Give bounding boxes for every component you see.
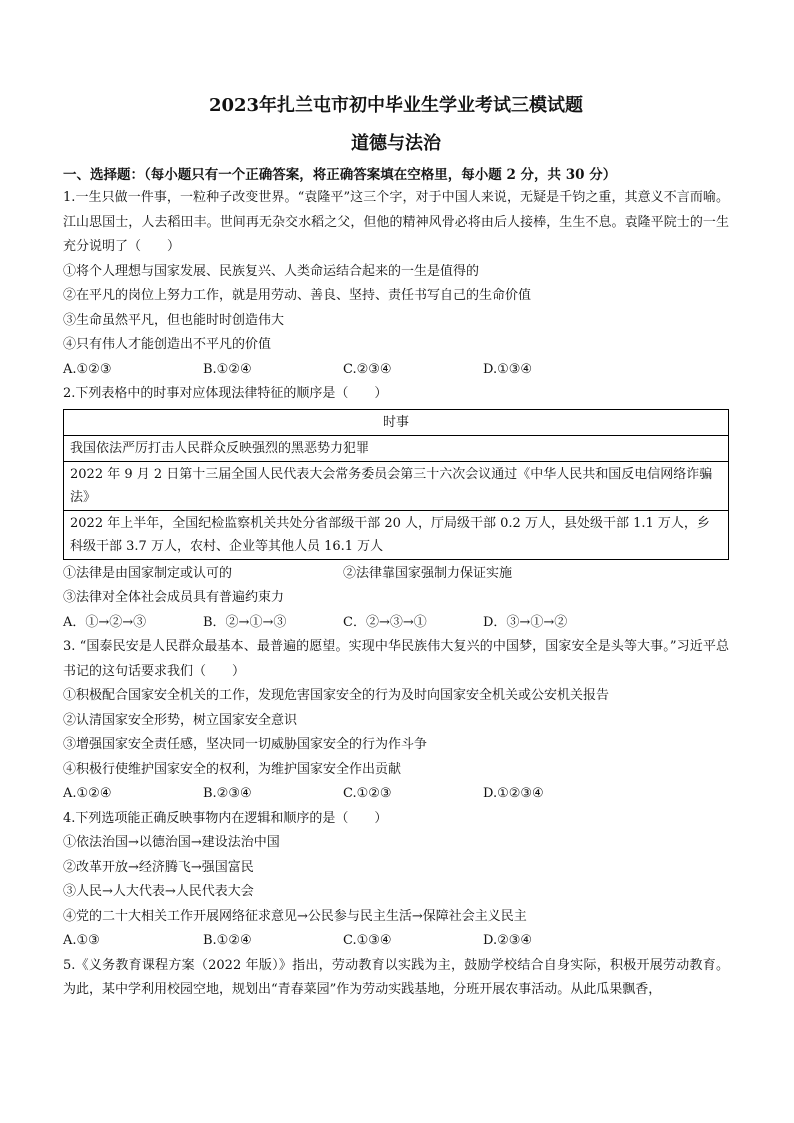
option-b: B．②→①→③: [203, 614, 287, 630]
option-c: C．②→③→①: [343, 614, 427, 630]
option-a: A.①②③: [63, 361, 112, 377]
current-events-table: [63, 409, 729, 560]
question-4-item: ①依法治国→以德治国→建设法治中国: [63, 835, 280, 850]
option-b: B.①②④: [203, 933, 252, 948]
question-3-item: ①积极配合国家安全机关的工作，发现危害国家安全的行为及时向国家安全机关或公安机关报告: [63, 688, 610, 703]
option-a: A．①→②→③: [63, 614, 147, 630]
question-2-item: ①法律是由国家制定或认可的: [63, 565, 233, 581]
question-1-stem: 1.一生只做一件事，一粒种子改变世界。“袁隆平”这三个字，对于中国人来说，无疑是千钧之重，其意义不言而喻。江山思国士，人去稻田丰。世间再无杂交水稻之父，但他的精神风骨必将由后人接棒，生生不息。袁隆平院士的一生充分说明了（ ）: [63, 190, 729, 254]
question-1-item: ④只有伟人才能创造出不平凡的价值: [63, 337, 272, 352]
table-row: 我国依法严厉打击人民群众反映强烈的黑恶势力犯罪: [64, 435, 729, 461]
question-4-item: ②改革开放→经济腾飞→强国富民: [63, 859, 254, 875]
table-row: 2022 年上半年，全国纪检监察机关共处分省部级干部 20 人，厅局级干部 0.2 万人，县处级干部 1.1 万人，乡科级干部 3.7 万人，农村、企业等其他人员 16.1 万人: [64, 510, 729, 559]
table-header: 时事: [64, 409, 729, 435]
option-b: B.①②④: [203, 361, 252, 377]
question-1-item: ②在平凡的岗位上努力工作，就是用劳动、善良、坚持、责任书写自己的生命价值: [63, 288, 532, 303]
question-2-items: [63, 562, 729, 587]
question-3-item: ③增强国家安全责任感，坚决同一切威胁国家安全的行为作斗争: [63, 737, 428, 752]
question-4-stem: 4.下列选项能正确反映事物内在逻辑和顺序的是（ ）: [63, 810, 388, 826]
question-3-stem: 3. “国泰民安是人民群众最基本、最普遍的愿望。实现中华民族伟大复兴的中国梦，国家安全是头等大事。”习近平总书记的这句话要求我们（ ）: [63, 639, 729, 679]
option-a: A.①②④: [63, 786, 112, 801]
question-1-options: [63, 358, 729, 383]
question-2-options: [63, 611, 729, 636]
question-3-item: ④积极行使维护国家安全的权利，为维护国家安全作出贡献: [63, 761, 402, 777]
question-4-options: [63, 929, 729, 954]
option-b: B.②③④: [203, 786, 252, 801]
option-d: D.①③④: [483, 361, 533, 377]
option-a: A.①③: [63, 933, 100, 948]
option-d: D.①②③④: [483, 786, 544, 801]
option-c: C.①③④: [343, 933, 392, 948]
question-3-item: ②认清国家安全形势，树立国家安全意识: [63, 712, 298, 728]
question-4-item: ④党的二十大相关工作开展网络征求意见→公民参与民主生活→保障社会主义民主: [63, 908, 527, 924]
question-2-item: ②法律靠国家强制力保证实施: [343, 565, 513, 581]
exam-subject: 道德与法治: [351, 133, 441, 154]
table-row: 2022 年 9 月 2 日第十三届全国人民代表大会常务委员会第三十六次会议通过《中华人民共和国反电信网络诈骗法》: [64, 461, 729, 510]
exam-page: [63, 92, 729, 1003]
question-3-options: [63, 782, 729, 807]
question-1-item: ③生命虽然平凡，但也能时时创造伟大: [63, 312, 285, 328]
question-2-stem: 2.下列表格中的时事对应体现法律特征的顺序是（ ）: [63, 386, 388, 401]
option-d: D．③→①→②: [483, 614, 568, 630]
exam-title: 2023年扎兰屯市初中毕业生学业考试三模试题: [208, 95, 584, 116]
question-5-stem: 5.《义务教育课程方案（2022 年版）》指出，劳动教育以实践为主，鼓励学校结合自身实际，积极开展劳动教育。为此，某中学利用校园空地，规划出“青春菜园”作为劳动实践基地，分班开展农事活动。从此瓜果飘香，: [63, 957, 729, 997]
section-heading: 一、选择题：（每小题只有一个正确答案，将正确答案填在空格里，每小题 2 分，共 30 分）: [63, 167, 617, 183]
question-1-item: ①将个人理想与国家发展、民族复兴、人类命运结合起来的一生是值得的: [63, 263, 480, 279]
question-2-item: ③法律对全体社会成员具有普遍约束力: [63, 590, 285, 605]
question-4-item: ③人民→人大代表→人民代表大会: [63, 884, 254, 899]
option-c: C.①②③: [343, 786, 392, 801]
option-c: C.②③④: [343, 361, 392, 377]
option-d: D.②③④: [483, 933, 533, 948]
